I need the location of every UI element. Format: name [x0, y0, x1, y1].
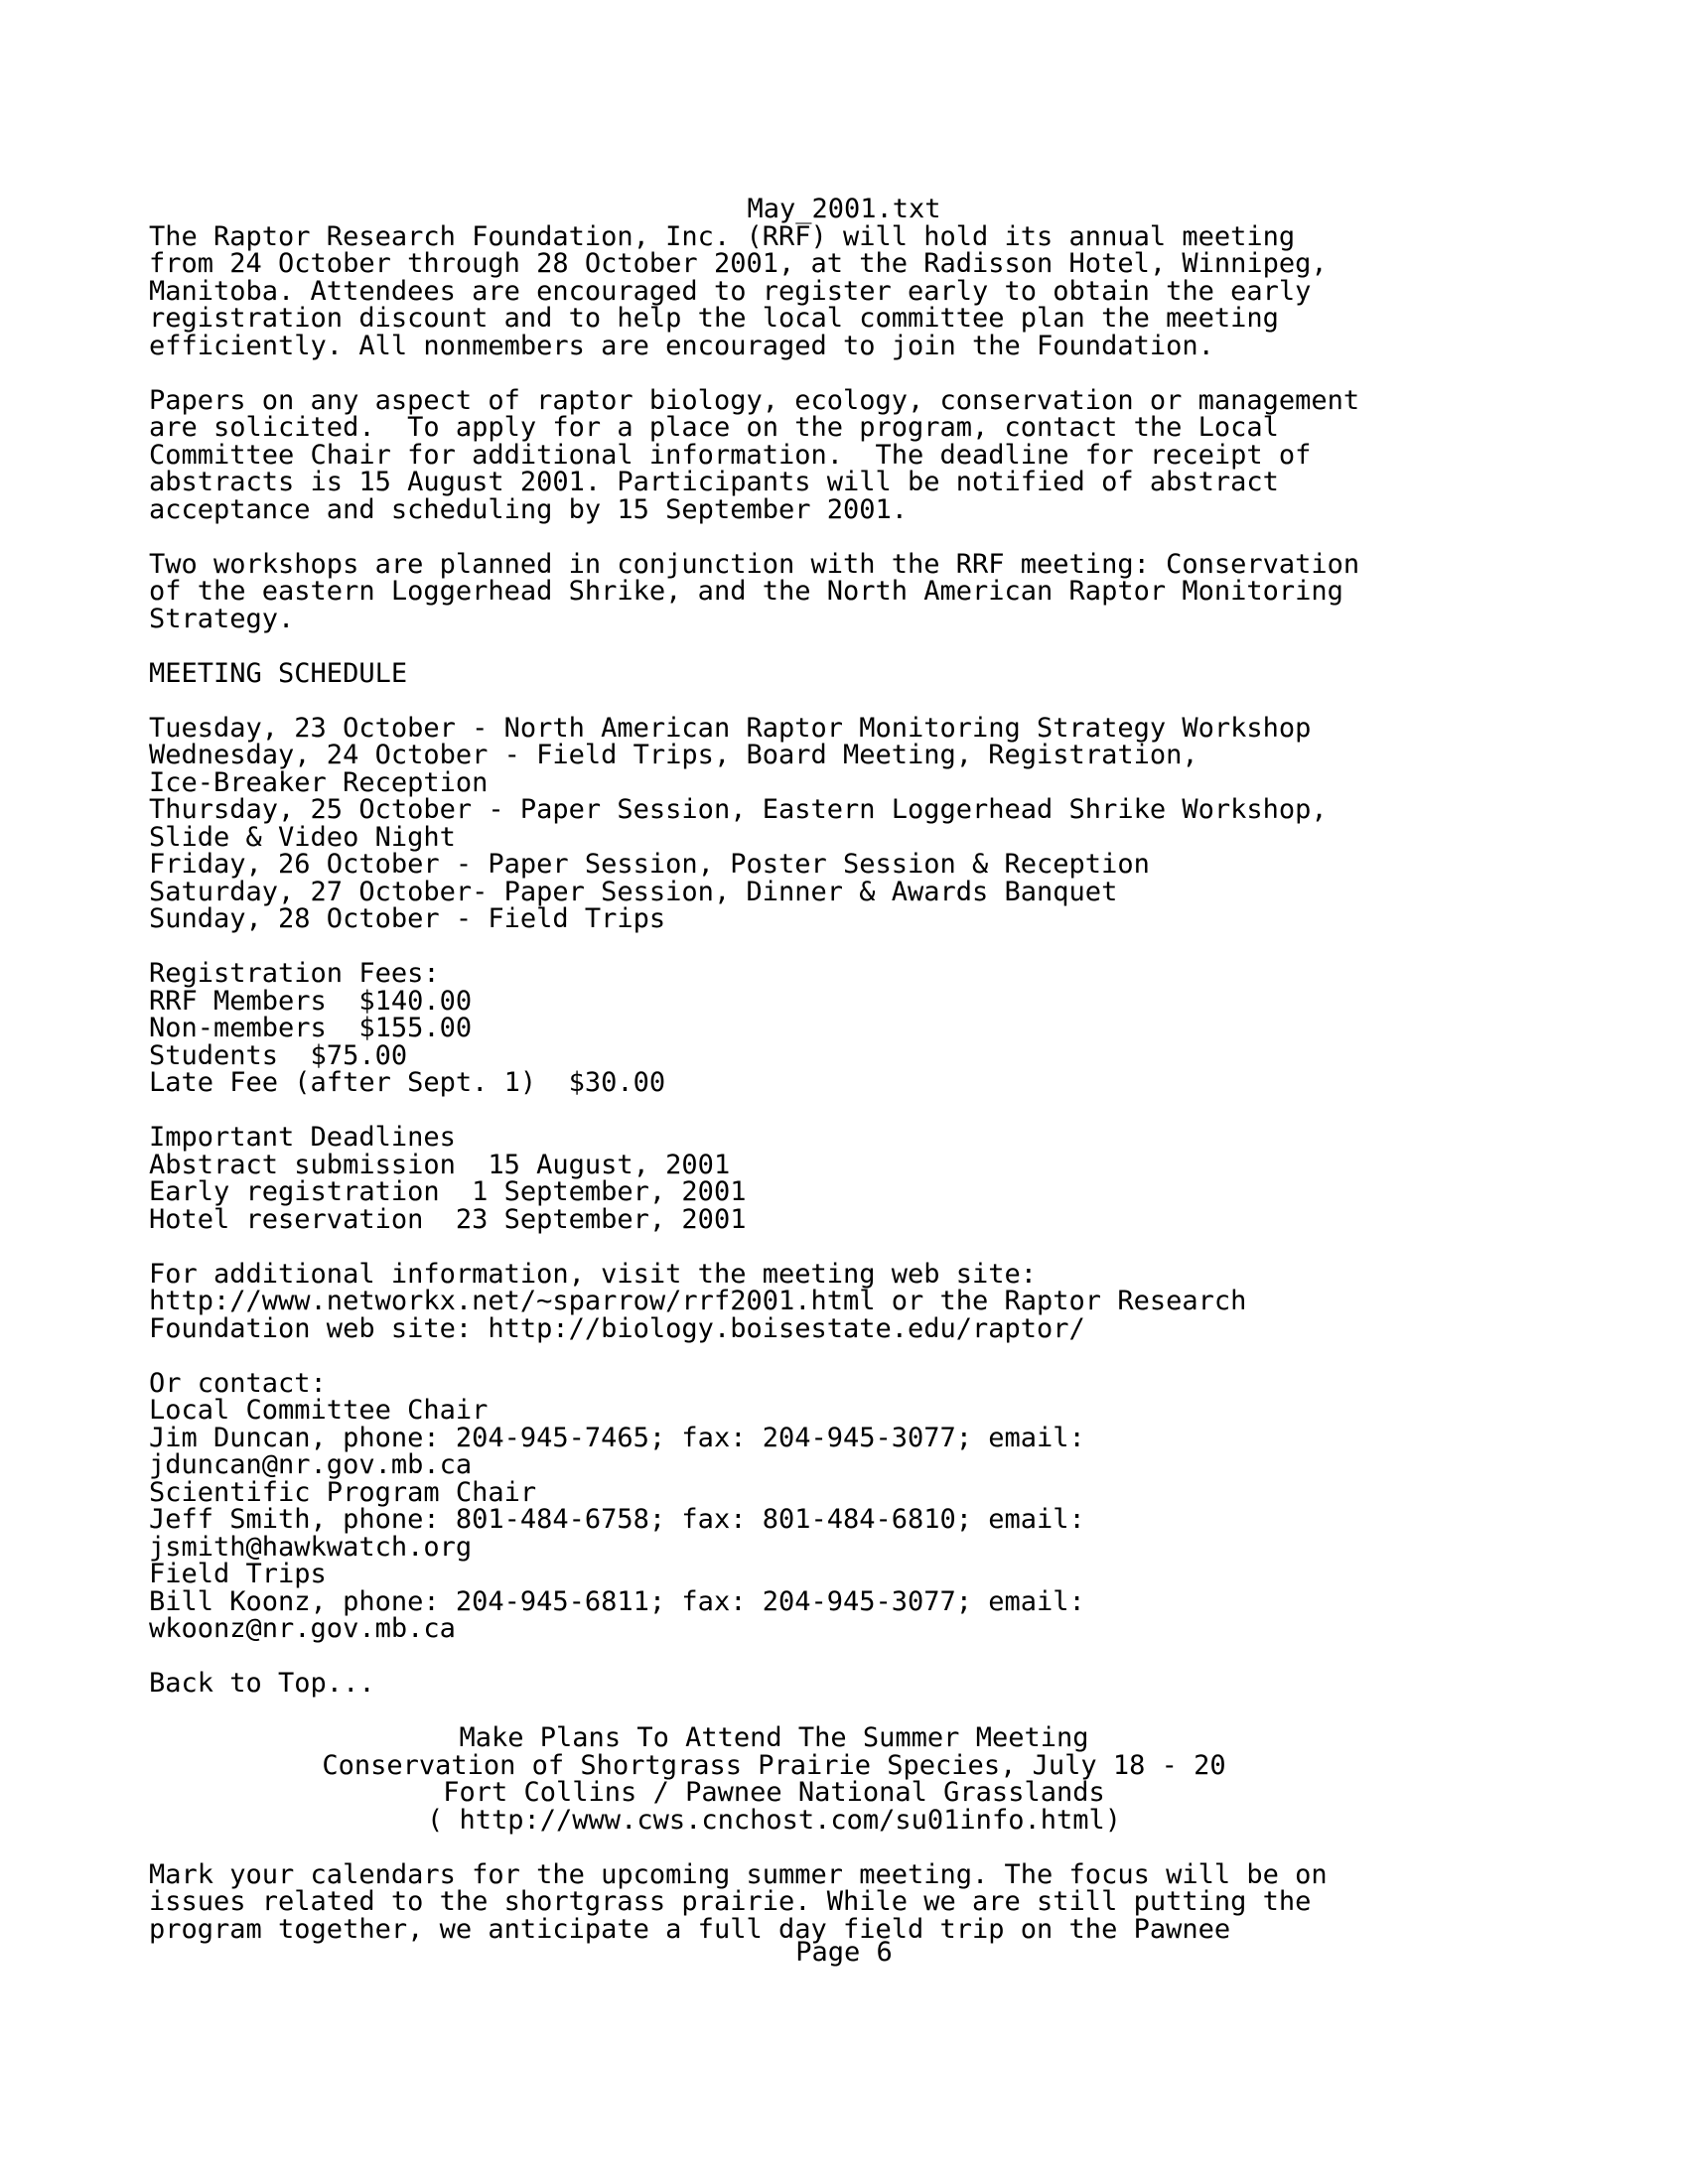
fee-line: Students $75.00	[149, 1039, 408, 1071]
contact-heading: Or contact:	[149, 1367, 327, 1399]
text-line: Committee Chair for additional information. The deadline for receipt of	[149, 439, 1312, 471]
contact-line: Jim Duncan, phone: 204-945-7465; fax: 204-945-3077; email:	[149, 1422, 1085, 1453]
fee-line: RRF Members $140.00	[149, 985, 473, 1017]
deadline-line: Abstract submission 15 August, 2001	[149, 1149, 731, 1180]
blank-line	[149, 1834, 1539, 1861]
blank-line	[149, 523, 1539, 551]
text-line: The Raptor Research Foundation, Inc. (RRF) will hold its annual meeting	[149, 220, 1296, 252]
text-line: Two workshops are planned in conjunction with the RRF meeting: Conservation	[149, 548, 1360, 580]
text-line: are solicited. To apply for a place on the program, contact the Local	[149, 412, 1279, 443]
text-line: program together, we anticipate a full day field trip on the Pawnee	[149, 1913, 1231, 1945]
document-body	[149, 220, 1539, 1945]
text-line: Papers on any aspect of raptor biology, ecology, conservation or management	[149, 384, 1360, 416]
text-line: For additional information, visit the meeting web site:	[149, 1258, 1038, 1290]
text-line: Foundation web site: http://biology.boisestate.edu/raptor/	[149, 1312, 1085, 1344]
blank-line	[149, 933, 1539, 961]
text-line: issues related to the shortgrass prairie. While we are still putting the	[149, 1886, 1312, 1917]
contact-line: Bill Koonz, phone: 204-945-6811; fax: 204-945-3077; email:	[149, 1585, 1085, 1617]
contact-email: jsmith@hawkwatch.org	[149, 1531, 473, 1563]
summer-meeting-title: Make Plans To Attend The Summer Meeting	[459, 1722, 1089, 1753]
text-line: of the eastern Loggerhead Shrike, and the North American Raptor Monitoring	[149, 576, 1343, 607]
schedule-line: Thursday, 25 October - Paper Session, Eastern Loggerhead Shrike Workshop,	[149, 794, 1328, 825]
fee-line: Late Fee (after Sept. 1) $30.00	[149, 1067, 666, 1098]
contact-role: Scientific Program Chair	[149, 1476, 537, 1508]
fees-heading: Registration Fees:	[149, 958, 440, 989]
schedule-line: Saturday, 27 October- Paper Session, Dinner & Awards Banquet	[149, 876, 1118, 907]
schedule-line: Slide & Video Night	[149, 821, 456, 853]
deadlines-heading: Important Deadlines	[149, 1122, 456, 1153]
text-line: Mark your calendars for the upcoming summer meeting. The focus will be on	[149, 1858, 1328, 1890]
deadline-line: Early registration 1 September, 2001	[149, 1176, 747, 1207]
summer-meeting-location: Fort Collins / Pawnee National Grasslands	[443, 1777, 1105, 1808]
text-line: efficiently. All nonmembers are encouraged to join the Foundation.	[149, 330, 1214, 361]
schedule-line: Sunday, 28 October - Field Trips	[149, 903, 666, 934]
text-line: registration discount and to help the local committee plan the meeting	[149, 303, 1279, 334]
blank-line	[149, 359, 1539, 387]
text-line: Manitoba. Attendees are encouraged to register early to obtain the early	[149, 275, 1312, 307]
contact-role: Local Committee Chair	[149, 1395, 489, 1426]
blank-line	[149, 1643, 1539, 1671]
blank-line	[149, 1342, 1539, 1370]
back-to-top-text: Back to Top...	[149, 1668, 375, 1699]
fee-line: Non-members $155.00	[149, 1013, 473, 1043]
blank-line	[149, 632, 1539, 660]
blank-line	[149, 1097, 1539, 1125]
text-line: Strategy.	[149, 603, 295, 634]
page-number: Page 6	[795, 1937, 893, 1968]
contact-role: Field Trips	[149, 1559, 327, 1589]
blank-line	[149, 1698, 1539, 1725]
contact-email: wkoonz@nr.gov.mb.ca	[149, 1613, 456, 1644]
schedule-line: Tuesday, 23 October - North American Raptor Monitoring Strategy Workshop	[149, 712, 1312, 744]
document-filename: May_2001.txt	[747, 194, 941, 224]
blank-line	[149, 1233, 1539, 1261]
text-line: from 24 October through 28 October 2001, at the Radisson Hotel, Winnipeg,	[149, 248, 1328, 279]
blank-line	[149, 687, 1539, 715]
section-heading: MEETING SCHEDULE	[149, 657, 408, 689]
text-line: acceptance and scheduling by 15 September 2001.	[149, 493, 909, 525]
text-line: abstracts is 15 August 2001. Participants will be notified of abstract	[149, 467, 1279, 497]
deadline-line: Hotel reservation 23 September, 2001	[149, 1203, 747, 1235]
schedule-line: Ice-Breaker Reception	[149, 766, 489, 798]
summer-meeting-url: ( http://www.cws.cnchost.com/su01info.html)	[427, 1804, 1121, 1836]
schedule-line: Friday, 26 October - Paper Session, Poster Session & Reception	[149, 849, 1150, 880]
text-line: http://www.networkx.net/~sparrow/rrf2001.html or the Raptor Research	[149, 1286, 1247, 1316]
contact-email: jduncan@nr.gov.mb.ca	[149, 1449, 473, 1480]
summer-meeting-subtitle: Conservation of Shortgrass Prairie Species, July 18 - 20	[322, 1749, 1226, 1781]
schedule-line: Wednesday, 24 October - Field Trips, Board Meeting, Registration,	[149, 740, 1198, 770]
contact-line: Jeff Smith, phone: 801-484-6758; fax: 801-484-6810; email:	[149, 1504, 1085, 1535]
